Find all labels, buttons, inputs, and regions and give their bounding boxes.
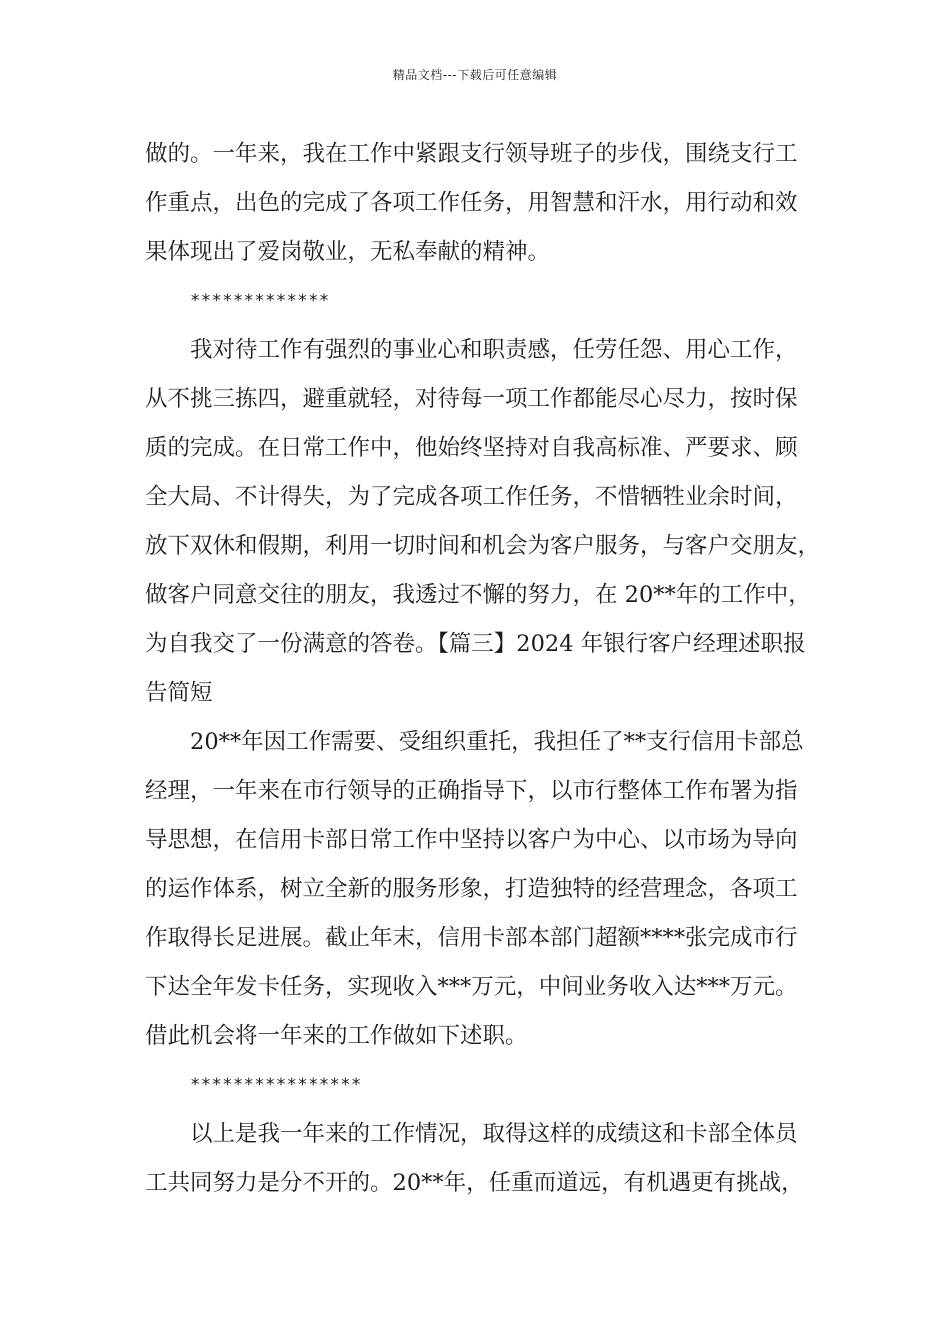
text-line: 以上是我一年来的工作情况，取得这样的成绩这和卡部全体员 (190, 1121, 798, 1147)
text-line: 下达全年发卡任务，实现收入***万元，中间业务收入达***万元。 (145, 974, 798, 1000)
text-line: 我对待工作有强烈的事业心和职责感，任劳任怨、用心工作， (190, 337, 798, 363)
text-line: 放下双休和假期，利用一切时间和机会为客户服务，与客户交朋友， (145, 533, 821, 559)
text-line: 借此机会将一年来的工作做如下述职。 (145, 1023, 528, 1049)
text-line: 做客户同意交往的朋友，我透过不懈的努力，在 20**年的工作中， (145, 582, 811, 608)
body-text (145, 130, 821, 1208)
text-line: 全大局、不计得失，为了完成各项工作任务，不惜牺牲业余时间， (145, 484, 798, 510)
text-line: 从不挑三拣四，避重就轻，对待每一项工作都能尽心尽力，按时保 (145, 386, 798, 412)
page-header: 精品文档---下载后可任意编辑 (392, 68, 558, 82)
text-line: 20**年因工作需要、受组织重托，我担任了**支行信用卡部总 (190, 729, 804, 755)
section-separator: ************* (190, 291, 330, 311)
text-line: 工共同努力是分不开的。20**年，任重而道远，有机遇更有挑战， (145, 1170, 804, 1196)
text-line: 作重点，出色的完成了各项工作任务，用智慧和汗水，用行动和效 (145, 190, 798, 216)
text-line: 为自我交了一份满意的答卷。【篇三】2024 年银行客户经理述职报 (145, 631, 806, 657)
text-line: 的运作体系，树立全新的服务形象，打造独特的经营理念，各项工 (145, 876, 798, 902)
text-line: 经理，一年来在市行领导的正确指导下，以市行整体工作布署为指 (145, 778, 798, 804)
text-line: 导思想，在信用卡部日常工作中坚持以客户为中心、以市场为导向 (145, 827, 798, 853)
text-line: 做的。一年来，我在工作中紧跟支行领导班子的步伐，围绕支行工 (145, 141, 798, 167)
text-line: 告简短 (145, 680, 213, 706)
text-line: 质的完成。在日常工作中，他始终坚持对自我高标准、严要求、顾 (145, 435, 798, 461)
section-separator: **************** (190, 1075, 362, 1095)
text-line: 作取得长足进展。截止年末，信用卡部本部门超额****张完成市行 (145, 925, 798, 951)
text-line: 果体现出了爱岗敬业，无私奉献的精神。 (145, 239, 551, 265)
